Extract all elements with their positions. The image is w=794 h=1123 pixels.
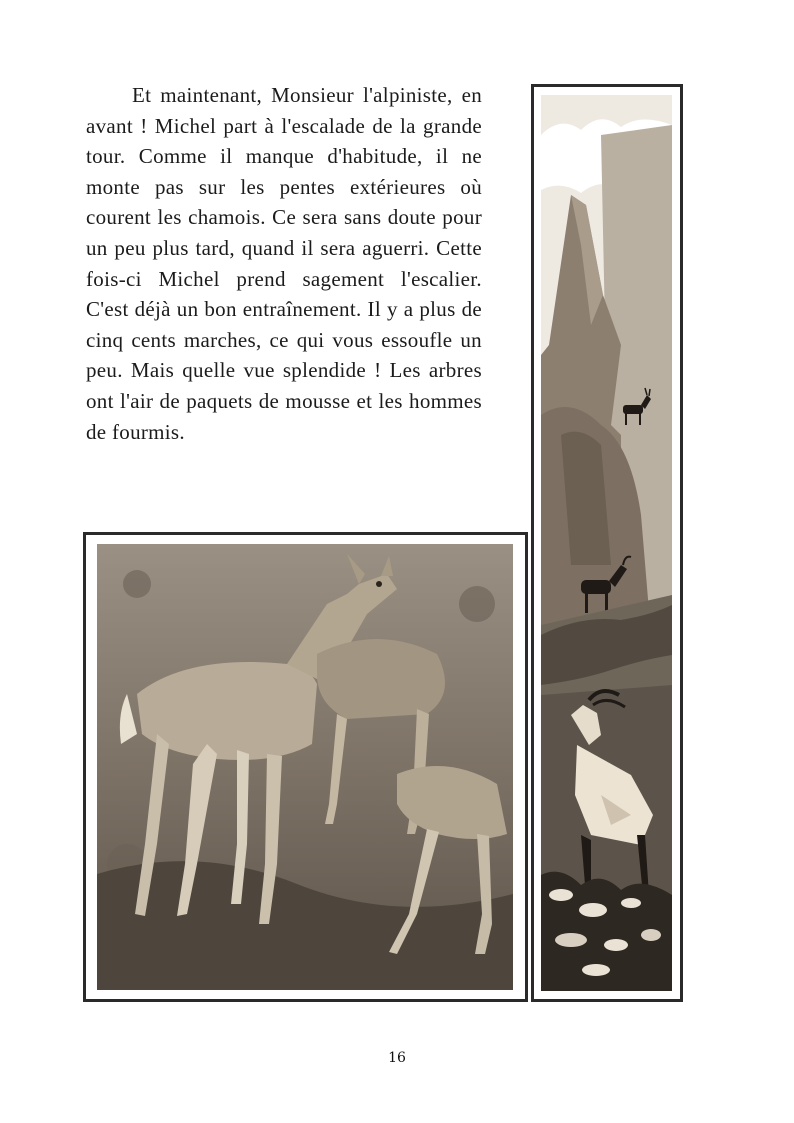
page-number: 16 [388,1050,406,1066]
chamois-illustration-frame [531,84,683,1002]
deer-photo-art [97,544,513,990]
deer-photo [97,544,513,990]
chamois-illustration-art [541,95,672,991]
chamois-illustration [541,95,672,991]
deer-photo-frame [83,532,528,1002]
page-body-paragraph: Et maintenant, Monsieur l'alpiniste, en avant ! Michel part à l'escalade de la grande tour. Comme il manque d'habitude, il ne monte pas sur les pentes extérieures où courent les chamois. Ce sera sans doute pour un peu plus tard, quand il sera aguerri. Cette fois-ci Michel prend sagement l'escalier. C'est déjà un bon entraînement. Il y a plus de cinq cents marches, ce qui vous essoufle un peu. Mais quelle vue splendide ! Les arbres ont l'air de paquets de mousse et les hommes de fourmis. [86,83,482,444]
